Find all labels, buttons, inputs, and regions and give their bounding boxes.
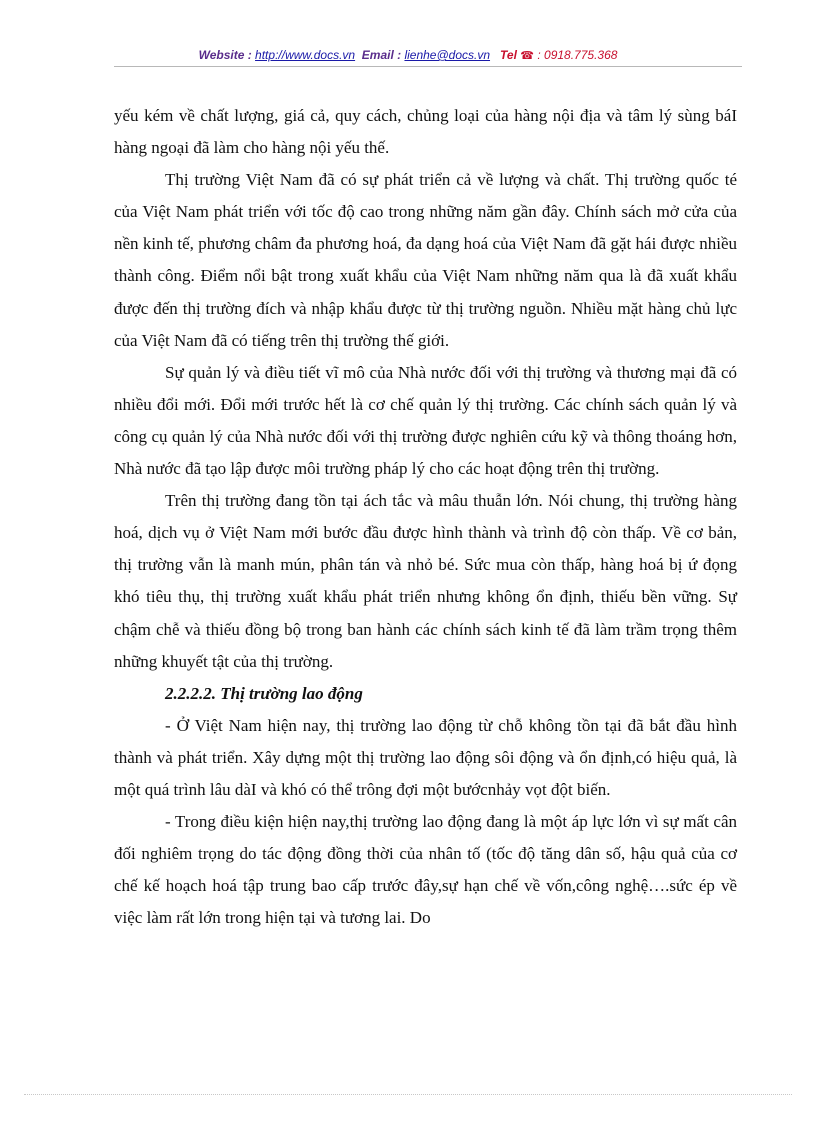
tel-separator: : [534, 48, 545, 62]
paragraph-1: yếu kém về chất lượng, giá cả, quy cách, chủng loại của hàng nội địa và tâm lý sùng báI hàng ngoại đã làm cho hàng nội yếu thế. [114, 106, 737, 158]
footer-divider [24, 1094, 792, 1095]
page-header [0, 48, 816, 62]
tel-label: Tel [500, 48, 517, 62]
paragraph-2: Thị trường Việt Nam đã có sự phát triển cả về lượng và chất. Thị trường quốc té của Việt Nam phát triển với tốc độ cao trong những năm gần đây. Chính sách mở cửa của nền kinh tế, phương châm đa phương hoá, đa dạng hoá của Việt Nam đã gặt hái được nhiều thành công. Điểm nổi bật trong xuất khẩu của Việt Nam những năm qua là đã xuất khẩu được đến thị trường đích và nhập khẩu được từ thị trường nguồn. Nhiều mặt hàng chủ lực của Việt Nam đã có tiếng trên thị trường thế giới. [114, 170, 737, 350]
email-separator: : [393, 48, 405, 62]
website-label: Website [198, 48, 245, 62]
section-heading: 2.2.2.2. Thị trường lao động [165, 683, 363, 703]
paragraph-6: - Trong điều kiện hiện nay,thị trường lao động đang là một áp lực lớn vì sự mất cân đối nghiêm trọng do tác động đồng thời của nhân tố (tốc độ tăng dân số, hậu quả của cơ chế kế hoạch hoá tập trung bao cấp trước đây,sự hạn chế về vốn,công nghệ….sức ép về việc làm rất lớn trong hiện tại và tương lai. Do [114, 812, 737, 928]
email-link[interactable]: lienhe@docs.vn [404, 48, 491, 62]
phone-icon: ☎ [520, 50, 534, 62]
paragraph-3: Sự quản lý và điều tiết vĩ mô của Nhà nước đối với thị trường và thương mại đã có nhiều đổi mới. Đổi mới trước hết là cơ chế quản lý thị trường. Các chính sách quản lý và công cụ quản lý của Nhà nước đối với thị trường được nghiên cứu kỹ và thông thoáng hơn, Nhà nước đã tạo lập được môi trường pháp lý cho các hoạt động trên thị trường. [114, 362, 737, 479]
website-separator: : [244, 48, 256, 62]
document-body [114, 100, 737, 934]
paragraph-5: - Ở Việt Nam hiện nay, thị trường lao động từ chỗ không tồn tại đã bắt đầu hình thành và phát triển. Xây dựng một thị trường lao động sôi động và ổn định,có hiệu quả, là một quá trình lâu dàI và khó có thể trông đợi một bướcnhảy vọt đột biến. [114, 715, 737, 799]
website-link[interactable]: http://www.docs.vn [255, 48, 356, 62]
email-label: Email [361, 48, 394, 62]
paragraph-4: Trên thị trường đang tồn tại ách tắc và mâu thuẫn lớn. Nói chung, thị trường hàng hoá, dịch vụ ở Việt Nam mới bước đầu được hình thành và trình độ còn thấp. Về cơ bản, thị trường vẫn là manh mún, phân tán và nhỏ bé. Sức mua còn thấp, hàng hoá bị ứ đọng khó tiêu thụ, thị trường xuất khẩu phát triển nhưng không ổn định, thiếu bền vững. Sự chậm chễ và thiếu đồng bộ trong ban hành các chính sách kinh tế đã làm trầm trọng thêm những khuyết tật của thị trường. [114, 491, 737, 671]
header-divider [114, 66, 742, 67]
tel-number: 0918.775.368 [544, 48, 618, 62]
